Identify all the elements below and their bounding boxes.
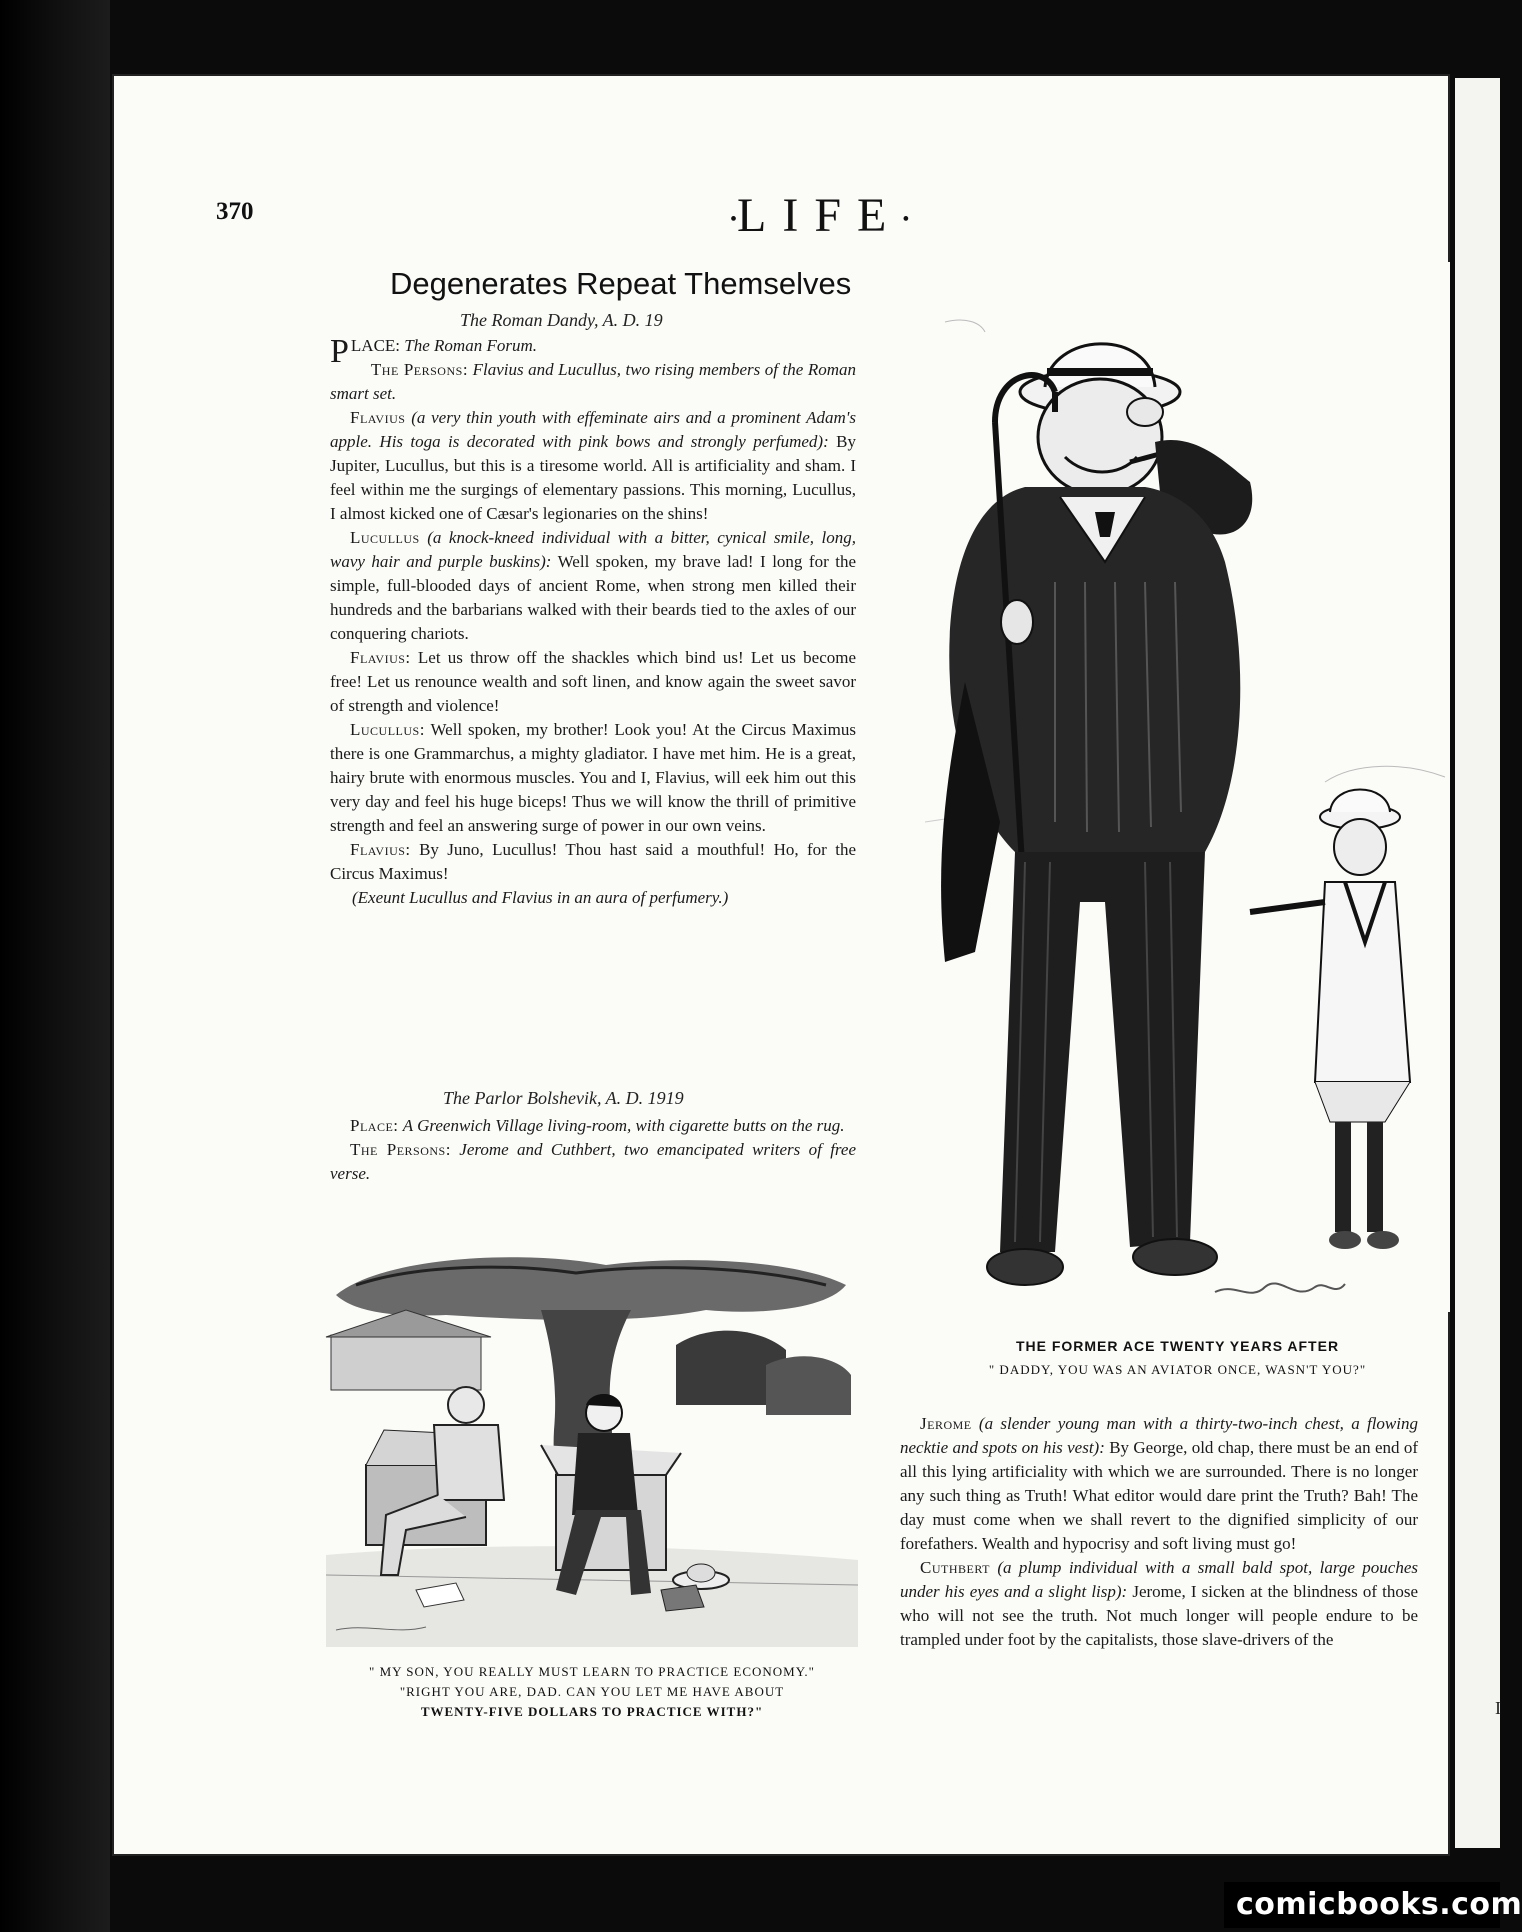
dialogue-jerome-1	[900, 1412, 1418, 1556]
drop-cap: P	[330, 333, 349, 370]
dialogue-flavius-2	[330, 646, 856, 718]
left-column-part1	[330, 334, 856, 910]
persons-label: The Persons:	[370, 360, 469, 379]
left-column-part2	[330, 1114, 856, 1186]
persons-line	[330, 358, 856, 406]
persons-text: Flavius and Lucullus, two rising members of the Roman smart set.	[330, 360, 857, 403]
cartoon-economy-illustration	[326, 1255, 858, 1647]
place-line-2	[330, 1114, 856, 1138]
left-caption-line-2: "RIGHT YOU ARE, DAD. CAN YOU LET ME HAVE ABOUT	[399, 1684, 785, 1699]
masthead-title: LIFE	[737, 189, 903, 242]
speaker-name: Flavius:	[350, 840, 411, 859]
persons-line-2	[330, 1138, 856, 1186]
cartoon-economy-drawing	[326, 1255, 858, 1647]
masthead-dot-left-icon: •	[730, 208, 738, 231]
stage-direction: (a plump individual with a small bald spot, large pouches under his eyes and a slight lisp):	[900, 1558, 1418, 1601]
dialogue-flavius-3	[330, 838, 856, 886]
speaker-name: Lucullus:	[350, 720, 425, 739]
part2-heading: The Parlor Bolshevik, A. D. 1919	[443, 1088, 684, 1108]
dialogue-text: By Juno, Lucullus! Thou hast said a mouthful! Ho, for the Circus Maximus!	[330, 840, 857, 883]
place-label: Place:	[350, 1116, 399, 1135]
dialogue-text: Jerome, I sicken at the blindness of those who will not see the truth. Not much longer will people endure to be trampled under foot by the capitalists, those slave-drivers of the	[900, 1582, 1419, 1649]
cartoon-former-ace-drawing	[905, 262, 1450, 1312]
left-caption-line-1: " MY SON, YOU REALLY MUST LEARN TO PRACTICE ECONOMY."	[369, 1664, 815, 1679]
adjacent-page-edge: I	[1455, 78, 1500, 1848]
dialogue-text: By George, old chap, there must be an end of all this lying artificiality with which we are surrounded. There is no longer any such thing as Truth! What editor would dare print the Truth? Bah! The day must come when we shall revert to the dignified simplicity of our forefathers. Wealth and hypocrisy and soft living must go!	[900, 1438, 1418, 1553]
dialogue-flavius-1	[330, 406, 856, 526]
speaker-name: Lucullus	[350, 528, 420, 547]
article-title: Degenerates Repeat Themselves	[390, 266, 852, 301]
right-column-part2	[900, 1412, 1418, 1652]
stage-direction: (a slender young man with a thirty-two-inch chest, a flowing necktie and spots on his vest):	[900, 1414, 1418, 1457]
place-text: The Roman Forum.	[404, 336, 537, 355]
right-caption-title: THE FORMER ACE TWENTY YEARS AFTER	[1015, 1338, 1340, 1354]
dialogue-text: Let us throw off the shackles which bind us! Let us become free! Let us renounce wealth and soft linen, and know again the sweet savor of strength and violence!	[330, 648, 857, 715]
stage-direction: (a knock-kneed individual with a bitter, cynical smile, long, wavy hair and purple buskins):	[330, 528, 856, 571]
dialogue-text: Well spoken, my brother! Look you! At the Circus Maximus there is one Grammarchus, a mighty gladiator. I have met him. He is a great, hairy brute with enormous muscles. You and I, Flavius, will eek him out this very day and feel his huge biceps! Thus we will know the thrill of primitive strength and feel an answering surge of power in our own veins.	[330, 720, 856, 835]
dialogue-text: Well spoken, my brave lad! I long for the simple, full-blooded days of ancient Rome, when strong men killed their hundreds and the barbarians walked with their beards tied to the axles of our conquering chariots.	[330, 552, 856, 643]
masthead	[730, 188, 909, 243]
part1-heading: The Roman Dandy, A. D. 19	[460, 310, 663, 330]
speaker-name: Flavius:	[350, 648, 411, 667]
persons-label: The Persons:	[350, 1140, 451, 1159]
dialogue-cuthbert-1	[900, 1556, 1418, 1652]
speaker-name: Jerome	[920, 1414, 972, 1433]
page-number: 370	[216, 198, 254, 225]
speaker-name: Flavius	[350, 408, 406, 427]
cartoon-former-ace-illustration	[905, 262, 1450, 1312]
left-caption-line-3: TWENTY-FIVE DOLLARS TO PRACTICE WITH?"	[420, 1704, 764, 1719]
dialogue-lucullus-2	[330, 718, 856, 838]
right-caption-quote: " DADDY, YOU WAS AN AVIATOR ONCE, WASN'T YOU?"	[988, 1362, 1367, 1377]
speaker-name: Cuthbert	[920, 1558, 990, 1577]
place-text: A Greenwich Village living-room, with cigarette butts on the rug.	[402, 1116, 845, 1135]
dialogue-lucullus-1	[330, 526, 856, 646]
place-label: LACE:	[350, 336, 401, 355]
scan-dark-margin	[0, 0, 110, 1932]
source-watermark: comicbooks.com	[1224, 1882, 1500, 1928]
dialogue-text: By Jupiter, Lucullus, but this is a tiresome world. All is artificiality and sham. I feel within me the surgings of elementary passions. This morning, Lucullus, I almost kicked one of Cæsar's legionaries on the shins!	[330, 432, 856, 523]
exit-direction: (Exeunt Lucullus and Flavius in an aura of perfumery.)	[352, 888, 729, 907]
masthead-dot-right-icon: •	[902, 208, 910, 231]
stage-direction: (a very thin youth with effeminate airs and a prominent Adam's apple. His toga is decorated with pink bows and strongly perfumed):	[330, 408, 856, 451]
persons-text: Jerome and Cuthbert, two emancipated writers of free verse.	[330, 1140, 857, 1183]
